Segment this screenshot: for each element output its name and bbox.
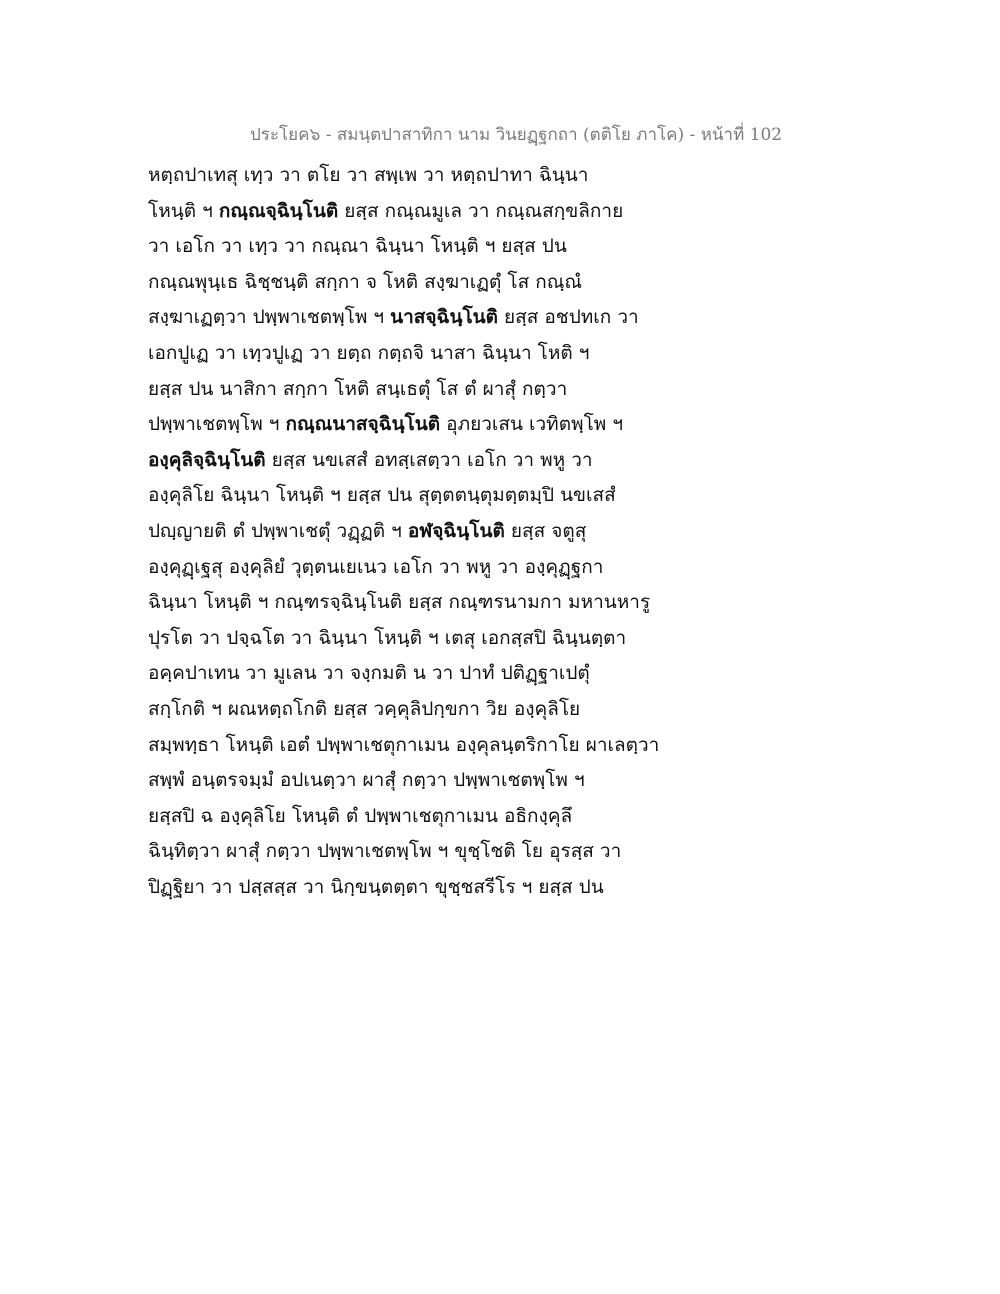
text-line <box>148 763 788 799</box>
text-run: เอกปูเฏ วา เทฺวปูเฏ วา ยตฺถ กตฺถจิ นาสา ฉินฺนา โหติ ฯ <box>148 341 590 364</box>
text-line <box>148 443 788 479</box>
text-run: ฉินฺทิตฺวา ผาสุํ กตฺวา ปพฺพาเชตพฺโพ ฯ ขุชฺโชติ โย อุรสฺส วา <box>148 840 622 863</box>
text-line <box>148 692 788 728</box>
text-line <box>148 265 788 301</box>
text-line <box>148 870 788 906</box>
text-run: ยสฺส กณฺณมูเล วา กณฺณสกฺขลิกาย <box>338 199 624 222</box>
text-line <box>148 300 788 336</box>
text-line <box>148 336 788 372</box>
text-line <box>148 194 788 230</box>
text-line <box>148 372 788 408</box>
text-line <box>148 514 788 550</box>
text-line <box>148 656 788 692</box>
text-run: สงฺฆาเฏตฺวา ปพฺพาเชตพฺโพ ฯ <box>148 306 391 329</box>
text-line <box>148 229 788 265</box>
text-run: สกฺโกติ ฯ ผณหตฺถโกติ ยสฺส วคฺคุลิปกฺขกา วิย องฺคุลิโย <box>148 697 581 720</box>
bold-term: องฺคุลิจฺฉินฺโนติ <box>148 448 266 471</box>
text-line <box>148 407 788 443</box>
text-run: ยสฺส จตูสุ <box>504 519 587 542</box>
text-run: อุภยวเสน เวทิตพฺโพ ฯ <box>440 413 624 436</box>
text-run: ยสฺส นขเสสํ อทสฺเสตฺวา เอโก วา พหู วา <box>265 448 593 471</box>
text-run: ยสฺส ปน นาสิกา สกฺกา โหติ สนฺเธตุํ โส ตํ ผาสุํ กตฺวา <box>148 377 568 400</box>
text-run: โหนฺติ ฯ <box>148 199 219 222</box>
text-run: ปญฺญายติ ตํ ปพฺพาเชตุํ วฏฺฏติ ฯ <box>148 519 408 542</box>
text-run: ปุรโต วา ปจฺฉโต วา ฉินฺนา โหนฺติ ฯ เตสุ เอกสฺสปิ ฉินฺนตฺตา <box>148 626 627 649</box>
text-run: ยสฺสปิ ฉ องฺคุลิโย โหนฺติ ตํ ปพฺพาเชตุกาเมน อธิกงฺคุลึ <box>148 804 573 827</box>
text-run: ฉินฺนา โหนฺติ ฯ กณฺฑรจฺฉินฺโนติ ยสฺส กณฺฑรนามกา มหานหารู <box>148 591 651 614</box>
text-run: องฺคุฏฺเฐสุ องฺคุลิยํ วุตฺตนเยเนว เอโก วา พหู วา องฺคุฏฺฐกา <box>148 555 604 578</box>
bold-term: กณฺณจฺฉินฺโนติ <box>218 199 339 222</box>
text-line <box>148 834 788 870</box>
text-line <box>148 728 788 764</box>
text-run: อคฺคปาเทน วา มูเลน วา จงฺกมติ น วา ปาทํ ปติฏฺฐาเปตุํ <box>148 662 590 685</box>
page-header: ประโยค๖ - สมนฺตปาสาทิกา นาม วินยฏฺฐกถา (ตติโย ภาโค) - หน้าที่ 102 <box>250 125 783 145</box>
text-line <box>148 478 788 514</box>
text-run: ปพฺพาเชตพฺโพ ฯ <box>148 413 286 436</box>
bold-term: อฬจฺฉินฺโนติ <box>407 519 505 542</box>
text-line <box>148 158 788 194</box>
text-line <box>148 621 788 657</box>
body-text <box>148 158 788 905</box>
text-run: สพฺพํ อนฺตรจมฺมํ อปเนตฺวา ผาสุํ กตฺวา ปพฺพาเชตพฺโพ ฯ <box>148 769 585 792</box>
text-run: หตฺถปาเทสุ เทฺว วา ตโย วา สพฺเพ วา หตฺถปาทา ฉินฺนา <box>148 164 589 186</box>
bold-term: นาสจฺฉินฺโนติ <box>390 306 498 329</box>
text-line <box>148 550 788 586</box>
text-line <box>148 585 788 621</box>
text-line <box>148 799 788 835</box>
text-run: กณฺณพุนฺเธ ฉิชฺชนฺติ สกฺกา จ โหติ สงฺฆาเฏตุํ โส กณฺณํ <box>148 270 582 293</box>
text-run: ปิฏฺฐิยา วา ปสฺสสฺส วา นิกฺขนฺตตฺตา ขุชฺชสรีโร ฯ ยสฺส ปน <box>148 875 604 898</box>
text-run: องฺคุลิโย ฉินฺนา โหนฺติ ฯ ยสฺส ปน สุตฺตตนฺตุมตฺตมฺปิ นขเสสํ <box>148 484 616 507</box>
text-run: วา เอโก วา เทฺว วา กณฺณา ฉินฺนา โหนฺติ ฯ ยสฺส ปน <box>148 235 567 258</box>
text-run: สมฺพทฺธา โหนฺติ เอตํ ปพฺพาเชตุกาเมน องฺคุลนฺตริกาโย ผาเลตฺวา <box>148 733 660 756</box>
bold-term: กณฺณนาสจฺฉินฺโนติ <box>285 413 441 436</box>
text-run: ยสฺส อชปทเก วา <box>497 306 639 329</box>
